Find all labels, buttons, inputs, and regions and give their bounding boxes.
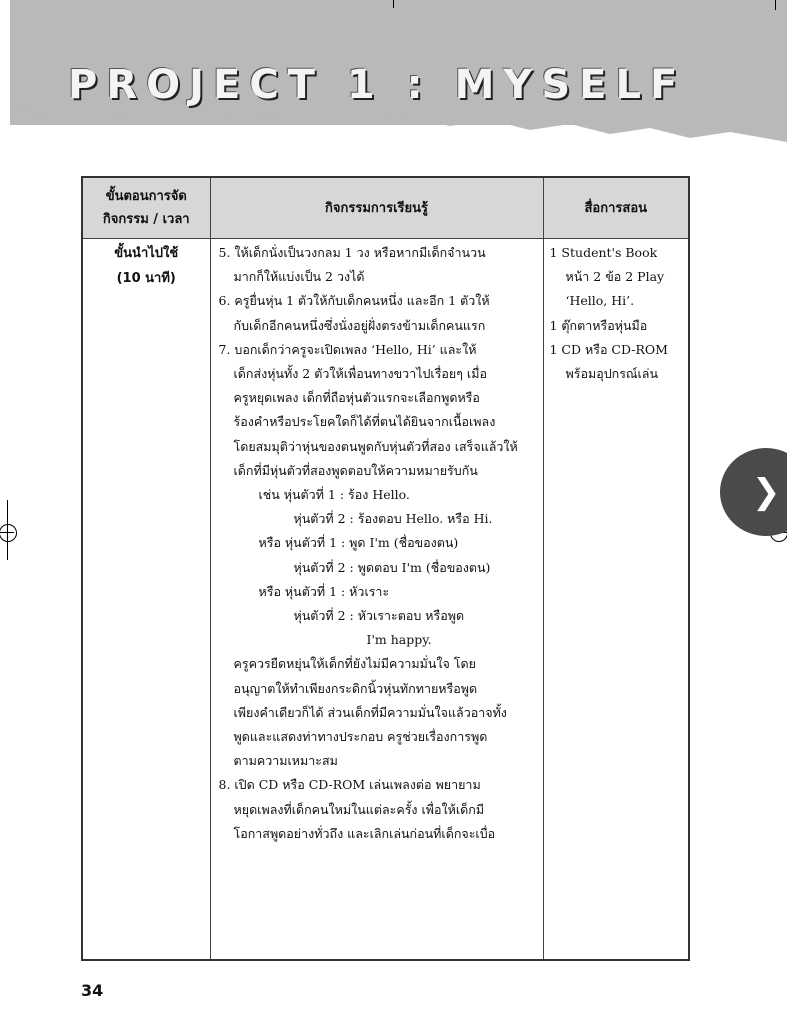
activities-cell <box>210 239 543 961</box>
media-line: ‘Hello, Hi’. <box>565 293 635 309</box>
chevron-right-icon: ❯ <box>752 472 781 512</box>
stage-header <box>82 177 210 239</box>
table-row <box>82 239 689 961</box>
next-page-button[interactable] <box>720 448 787 536</box>
media-line: หน้า 2 ข้อ 2 Play <box>565 269 665 285</box>
activity-line: มากก็ให้แบ่งเป็น 2 วงได้ <box>233 269 365 285</box>
media-line: 1 CD หรือ CD-ROM <box>549 341 668 357</box>
media-line: พร้อมอุปกรณ์เล่น <box>565 366 658 382</box>
activity-line: 5. ให้เด็กนั่งเป็นวงกลม 1 วง หรือหากมีเด็กจำนวน <box>218 245 486 260</box>
activity-line: ครูควรยืดหยุ่นให้เด็กที่ยังไม่มีความมั่นใจ โดย <box>233 656 476 672</box>
example-line: หรือ หุ่นตัวที่ 1 : พูด I'm (ชื่อของตน) <box>258 535 459 551</box>
activity-line: ตามความเหมาะสม <box>233 753 338 769</box>
stage-time: (10 นาที) <box>116 271 176 286</box>
crop-mark-top-right <box>775 0 776 10</box>
activity-line: กับเด็กอีกคนหนึ่งซึ่งนั่งอยู่ฝั่งตรงข้ามเด็กคนแรก <box>233 317 486 333</box>
example-line: I'm happy. <box>366 632 432 648</box>
media-line: 1 ตุ๊กตาหรือหุ่นมือ <box>549 317 648 333</box>
activity-line: เด็กส่งหุ่นทั้ง 2 ตัวให้เพื่อนทางขวาไปเรื่อยๆ เมื่อ <box>233 366 487 382</box>
activity-line: โดยสมมุติว่าหุ่นของตนพูดกับหุ่นตัวที่สอง เสร็จแล้วให้ <box>233 438 518 454</box>
activity-line: เด็กที่มีหุ่นตัวที่สองพูดตอบให้ความหมายรับกัน <box>233 462 478 478</box>
crop-mark-top <box>393 0 394 8</box>
registration-mark-left <box>0 524 17 542</box>
project-title: PROJECT 1 : MYSELF <box>68 62 687 108</box>
stage-name: ขั้นนำไปใช้ <box>114 246 179 261</box>
table-header-row <box>82 177 689 239</box>
activities-header: กิจกรรมการเรียนรู้ <box>210 177 543 239</box>
lesson-plan-table <box>81 176 690 961</box>
page-number: 34 <box>81 981 104 1000</box>
activity-line: 8. เปิด CD หรือ CD-ROM เล่นเพลงต่อ พยายาม <box>218 777 481 793</box>
activity-line: 7. บอกเด็กว่าครูจะเปิดเพลง ‘Hello, Hi’ และให้ <box>218 341 477 357</box>
activity-line: โอกาสพูดอย่างทั่วถึง และเลิกเล่นก่อนที่เด็กจะเบื่อ <box>233 825 496 841</box>
activity-line: ร้องคำหรือประโยคใดก็ได้ที่ตนได้ยินจากเนื้อเพลง <box>233 414 496 430</box>
activity-line: หยุดเพลงที่เด็กคนใหม่ในแต่ละครั้ง เพื่อให้เด็กมี <box>233 801 485 817</box>
example-line: หรือ หุ่นตัวที่ 1 : หัวเราะ <box>258 583 390 599</box>
stage-header-line: กิจกรรม / เวลา <box>102 212 190 227</box>
activity-line: เพียงคำเดียวก็ได้ ส่วนเด็กที่มีความมั่นใจแล้วอาจทั้ง <box>233 704 507 720</box>
example-line: หุ่นตัวที่ 2 : พูดตอบ I'm (ชื่อของตน) <box>293 559 491 575</box>
media-cell <box>543 239 689 961</box>
example-line: เช่น หุ่นตัวที่ 1 : ร้อง Hello. <box>258 487 410 503</box>
activity-line: อนุญาตให้ทำเพียงกระดิกนิ้วหุ่นทักทายหรือพูด <box>233 680 478 696</box>
stage-cell <box>82 239 210 961</box>
example-line: หุ่นตัวที่ 2 : ร้องตอบ Hello. หรือ Hi. <box>293 511 493 527</box>
activity-line: พูดและแสดงท่าทางประกอบ ครูช่วยเรื่องการพูด <box>233 729 488 745</box>
activity-line: 6. ครูยื่นหุ่น 1 ตัวให้กับเด็กคนหนึ่ง และอีก 1 ตัวให้ <box>218 293 490 309</box>
example-line: หุ่นตัวที่ 2 : หัวเราะตอบ หรือพูด <box>293 608 465 624</box>
stage-header-line: ขั้นตอนการจัด <box>105 189 187 204</box>
activity-line: ครูหยุดเพลง เด็กที่ถือหุ่นตัวแรกจะเลือกพูดหรือ <box>233 390 480 406</box>
media-header: สื่อการสอน <box>543 177 689 239</box>
media-line: 1 Student's Book <box>549 245 658 260</box>
